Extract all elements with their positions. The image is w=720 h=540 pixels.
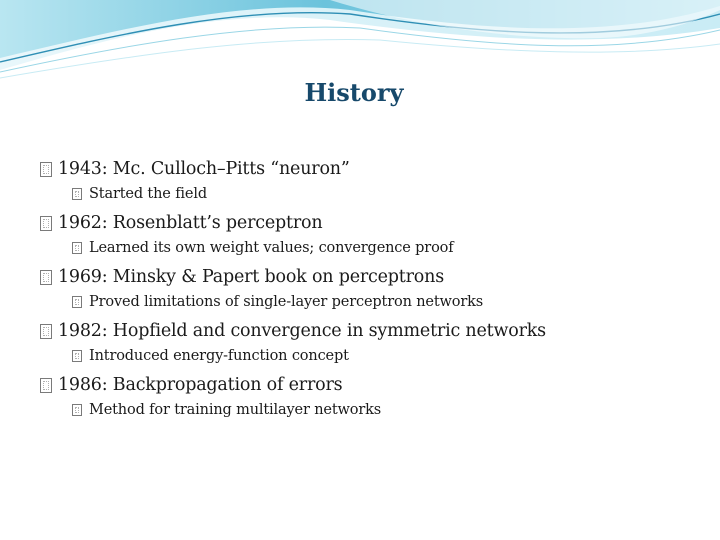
missing-glyph-bullet-icon bbox=[40, 162, 52, 177]
bullet-level-2 bbox=[72, 291, 700, 313]
list-item bbox=[40, 317, 700, 367]
bullet-level-2 bbox=[72, 345, 700, 367]
sub-bullet-text: Introduced energy-function concept bbox=[89, 348, 349, 364]
missing-glyph-bullet-icon bbox=[72, 188, 82, 200]
bullet-text: 1969: Minsky & Papert book on perceptrons bbox=[58, 267, 444, 287]
bullet-text: 1962: Rosenblatt’s perceptron bbox=[58, 213, 323, 233]
bullet-level-1 bbox=[40, 155, 700, 183]
missing-glyph-bullet-icon bbox=[72, 296, 82, 308]
bullet-level-1 bbox=[40, 209, 700, 237]
list-item bbox=[40, 263, 700, 313]
list-item bbox=[40, 155, 700, 205]
sub-bullet-text: Learned its own weight values; convergence proof bbox=[89, 240, 454, 256]
bullet-level-2 bbox=[72, 399, 700, 421]
bullet-level-2 bbox=[72, 237, 700, 259]
bullet-list bbox=[40, 155, 700, 425]
missing-glyph-bullet-icon bbox=[40, 270, 52, 285]
bullet-level-1 bbox=[40, 317, 700, 345]
missing-glyph-bullet-icon bbox=[72, 350, 82, 362]
slide-title: History bbox=[304, 78, 404, 107]
missing-glyph-bullet-icon bbox=[40, 216, 52, 231]
sub-bullet-text: Proved limitations of single-layer perceptron networks bbox=[89, 294, 484, 310]
missing-glyph-bullet-icon bbox=[40, 378, 52, 393]
bullet-text: 1982: Hopfield and convergence in symmetric networks bbox=[58, 321, 546, 341]
bullet-level-1 bbox=[40, 371, 700, 399]
missing-glyph-bullet-icon bbox=[72, 242, 82, 254]
sub-bullet-text: Started the field bbox=[89, 186, 207, 202]
list-item bbox=[40, 209, 700, 259]
list-item bbox=[40, 371, 700, 421]
bullet-level-2 bbox=[72, 183, 700, 205]
bullet-level-1 bbox=[40, 263, 700, 291]
missing-glyph-bullet-icon bbox=[72, 404, 82, 416]
missing-glyph-bullet-icon bbox=[40, 324, 52, 339]
sub-bullet-text: Method for training multilayer networks bbox=[89, 402, 382, 418]
bullet-text: 1986: Backpropagation of errors bbox=[58, 375, 343, 395]
bullet-text: 1943: Mc. Culloch–Pitts “neuron” bbox=[58, 159, 350, 179]
